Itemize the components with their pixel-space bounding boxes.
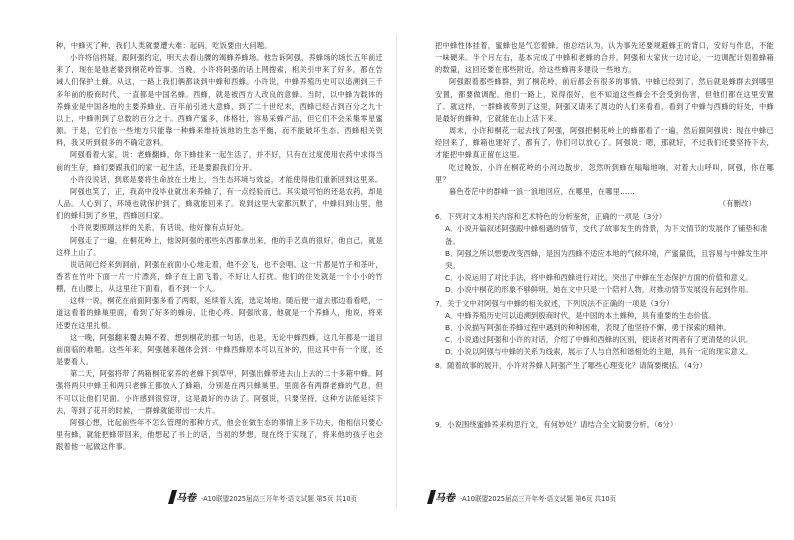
article-paragraph: 小许将信将疑，跟阿强约定，明天去看山腰的竭蜂养蜂场。他告诉阿强，养蜂场的场长五年前迁来了，现在是他老婆到桐花岭管事。当晚，小许将阿强的话上网搜索，相关引申来了好多，都在告诫人们保护土蜂。从这，一路上我们俩都谈到中蜂和西蜂。小许说，中蜂养殖历史可以追溯到三千多年前的殷商时代，一直都是中国名蜂。西蜂，就是被西方人改良的意蜂。当时，以中蜂为载体的养蜂业是中国各地的主要养蜂业。百年前引进大意蜂，到了二十世纪末，西蜂已经占到百分之九十以上，中蜂则到了总数的百分之十。西蜂产蜜多，体格壮，容易采蜂产品，但它们不会采集零星蜜源。于是，它们在一些地方只能靠一种蜂来维持该地的生态平衡，而不能破坏生态。西蜂相关资料，我又听到很多的不确定意料。 bbox=[56, 53, 383, 148]
article-paragraph: 阿强跟着那些蜂群，到了桐花岭，前后都会有很多的事情，中蜂已经到了，然后就是蜂群去到哪里安置，都要做调配。他们一路上，说得很好，也不知道这些蜂会不会受到伤害，但他们都在这里安置了。就这样，一群蜂被带到了这里，阿强又请来了周边的人们来看看，看到了中蜂与西蜂的好处，中蜂是最好的蜂种，它就能在山上活下来。 bbox=[435, 77, 774, 123]
answer-option bbox=[435, 322, 774, 334]
option-letter: D． bbox=[445, 285, 459, 295]
answer-option bbox=[435, 334, 774, 346]
option-letter: A． bbox=[445, 224, 458, 234]
article-paragraph: 种，中蜂灭了种，我们人类就要遭大难：起码，吃饭要由大问题。 bbox=[56, 41, 272, 50]
answer-option bbox=[435, 223, 774, 247]
option-text: 小说描写阿强在养蜂过程中遇到的种种困难，表现了他坚持不懈、勇于探索的精神。 bbox=[457, 323, 731, 333]
option-text: 小说通过阿强和小许的对话，介绍了中蜂和西蜂的区别，使读者对两者有了更清楚的认识。 bbox=[457, 335, 753, 345]
question-section bbox=[435, 211, 774, 477]
brand-logo-text: 马卷 bbox=[176, 493, 196, 504]
article-paragraph: 第二天，阿强将带了两箱桐花家养的老蜂下到草甲，阿强出蜂带进去山上去的二十多箱中蜂。阿强将两只中蜂王和两只老蜂王都放入了蜂箱，分别是在两只蜂巢里，里面各有两群老蜂的气息，但不可以让他们见面。小许感到很惊讶，这是最好的办法了。阿强说，只要坚持，这种方法能延续下去，等到了花开的时候，一群蜂就能带出一大片。 bbox=[56, 369, 383, 415]
option-letter: C． bbox=[445, 335, 458, 345]
option-letter: A． bbox=[445, 310, 458, 320]
option-letter: D． bbox=[445, 347, 459, 357]
right-page-footer bbox=[429, 490, 616, 504]
question-stem: 7．关于文中对阿强与中蜂的相关叙述，下列说法不正确的一项是（3分） bbox=[435, 298, 674, 308]
right-page bbox=[397, 0, 794, 540]
page-number-text: ·A10联盟2025届高三开年考·语文试题 第6页 共10页 bbox=[460, 495, 617, 503]
option-text: 阿强之所以想要改变西蜂，是因为西蜂不适应本地的气候环境，产蜜量低，且容易与中蜂发生冲突。 bbox=[445, 248, 768, 270]
question-stem: 9．小说围绕蜜蜂养来构思行文，有何妙处？请结合全文简要分析。（6分） bbox=[435, 419, 678, 429]
source-note: （有删改） bbox=[718, 199, 756, 209]
brand-logo bbox=[170, 490, 196, 504]
article-paragraph: 小许没说话，到底是要将生命放在土地上，当生态环境与效益，才能使得他们重新回到这里来。 bbox=[70, 174, 383, 184]
answer-option bbox=[435, 284, 774, 296]
article-paragraph: 暮色苍茫中的群峰一浪一浪地回应，在哪里，在哪里…… bbox=[449, 186, 635, 196]
answer-space bbox=[435, 372, 774, 418]
answer-option bbox=[435, 310, 774, 322]
question-stem: 8．随着故事的展开，小许对养蜂人阿强产生了哪些心理变化？请简要概括。（4分） bbox=[435, 360, 707, 370]
option-text: 小说运用了对比手法，将中蜂和西蜂进行对比，突出了中蜂在生态保护方面的价值和意义。 bbox=[457, 273, 753, 283]
answer-option bbox=[435, 272, 774, 284]
article-paragraph: 阿强心想，比起前些年不怎么管理的那种方式，他会在做生态的事情上多下功夫，他相信只要心里有蜂，就能把蜂带回来，他想起了书上的话，当初的梦想，现在终于实现了，将来他的孩子也会跟着他一起做这件事。 bbox=[56, 417, 383, 452]
option-letter: B． bbox=[445, 323, 458, 333]
answer-space bbox=[435, 431, 774, 477]
option-text: 小说中桐花的形象不够鲜明，她在文中只是一个陪衬人物，对推动情节发展没有起到作用。 bbox=[457, 285, 753, 295]
question-stem: 6．下列对文本相关内容和艺术特色的分析鉴赏，正确的一项是（3分） bbox=[435, 212, 667, 222]
brand-logo bbox=[429, 490, 455, 504]
page-number-text: ·A10联盟2025届高三开年考·语文试题 第5页 共10页 bbox=[201, 495, 358, 503]
article-paragraph: 小许说要照顾这样的关系，有话说，他好像有点好处。 bbox=[70, 223, 249, 233]
option-letter: C． bbox=[445, 273, 458, 283]
article-paragraph: 阿强看着大家，说：老蜂翻蜂，你下蜂挂来一起生活了，并不好，只有在过度使用农药中求得当前的生存，蜂们要跟我们的家一起生活，还是要跟我们分开。 bbox=[56, 150, 383, 172]
option-letter: B． bbox=[445, 248, 458, 258]
brand-logo-text: 马卷 bbox=[435, 493, 455, 504]
article-paragraph: 周末，小许和桐花一起去找了阿强，阿强把桐花岭上的蜂都看了一遍，然后跟阿强说：现在中蜂已经回来了，蜂箱也建好了，都有了，你们可以放心了。阿强说：嗯，那就好，不过我们还要坚持下去，才能把中蜂真正留在这里。 bbox=[435, 126, 774, 160]
answer-option bbox=[435, 248, 774, 272]
article-paragraph: 把中蜂性体挂着，蜜蜂也是气恋着蜂。他总结认为，认为事先还要规避蜂王的背口，安好与作息，不能一味硬来。半个月左右，基本完成了中蜂和老蜂的合并，阿强和大家伙一边讨论，一边调配计划着蜂箱的数量，这回还要在那些附近，给这些蜂再多建设一些地方。 bbox=[435, 41, 774, 75]
article-paragraph: 阿强走了一遍，在桐花岭上，他说阿强的那些东西都拿出来，他的手艺真的很好，他自己，就是这样上山了。 bbox=[56, 235, 383, 257]
article-paragraph: 吃过晚饭，小许在桐花岭的小河边散步，忽然听到蜂在嗡嗡地响，对着大山呼叫，阿强，你在哪里？ bbox=[435, 162, 774, 184]
article-paragraph: 这样一说，桐花在前面阿强多看了两眼，延续着人流，选定场地。随后便一道去那边看看吧，一道这看着的蜂巢里面，看到了好多的蜂房，让他心疼。阿强欣喜，他就是一个养蜂人，他说，将来还要在这里扎根。 bbox=[56, 296, 383, 330]
option-text: 中蜂养殖历史可以追溯到殷商时代，是中国的本土蜂种，具有重要的生态价值。 bbox=[457, 310, 716, 320]
article-paragraph: 说话间已经来到洞前，阿强在前面小心地走着，他不会飞，也不会唱。这一片都是竹子和茶叶，香茗在竹叶下面一片一片漂亮，蜂子在上面飞着，不好让人打扰。他们的住处就是一个小小的竹棚，在山腰上，从这里往下面看，看不到一个人。 bbox=[56, 259, 383, 294]
article-paragraph: 这一晚，阿强翻来覆去睡不着，想到桐花的那一句话，也是，无论中蜂西蜂，这几年都是一道目前面临的难题。这些年来，阿强越来越体会到：中蜂西蜂原本可以互补的，但这其中有一个度，还是要看人。 bbox=[56, 332, 383, 367]
left-page-body bbox=[56, 40, 383, 453]
article-paragraph: 阿强也笑了，正，我高中没毕业就出来养蜂了，有一点经验而已。其实最可怕的还是农药，却是人品。人心到了，环境也就保护到了，蜂就能回来了。说到这里大家都沉默了，中蜂归到山里，他们的蜂归到了乡里，西蜂回归家。 bbox=[56, 186, 383, 221]
right-page-body bbox=[435, 40, 774, 210]
option-text: 小说以阿强与中蜂的关系为线索，展示了人与自然和谐相处的主题，具有一定的现实意义。 bbox=[457, 347, 753, 357]
option-text: 小说开篇叙述阿强跟中蜂相遇的情节，交代了故事发生的背景，为下文情节的发展作了铺垫和准备。 bbox=[445, 224, 768, 246]
answer-option bbox=[435, 346, 774, 358]
left-page-footer bbox=[170, 490, 357, 504]
